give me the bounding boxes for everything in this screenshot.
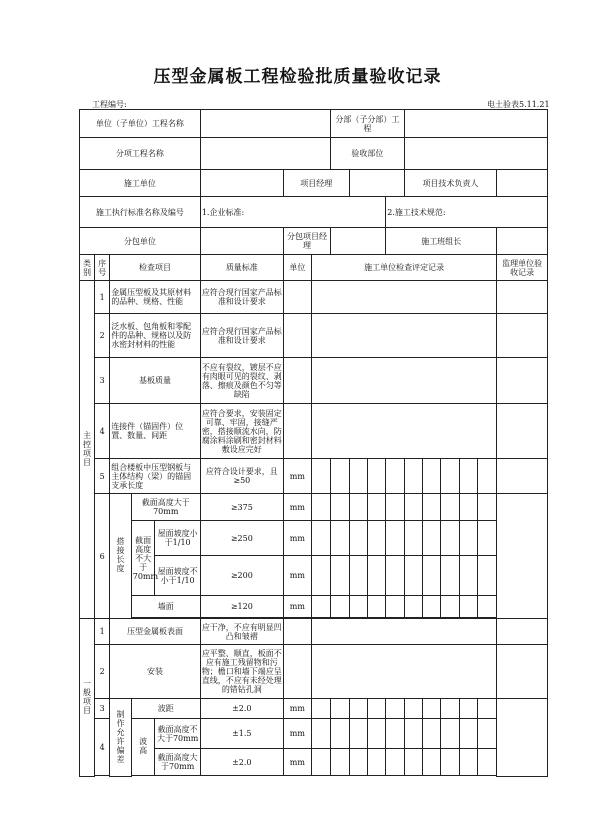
record-cell[interactable] xyxy=(386,719,404,749)
record-cell[interactable] xyxy=(386,521,404,556)
main-item-record[interactable] xyxy=(311,281,496,314)
le70-label: 截面高度不大于70mm xyxy=(155,719,200,749)
col-category: 类别 xyxy=(80,255,95,281)
record-cell[interactable] xyxy=(459,596,477,618)
col-supervision-record: 监理单位验收记录 xyxy=(497,255,548,281)
pitch-std: ±2.0 xyxy=(200,699,283,719)
main-item-standard: 应符合现行国家产品标准和设计要求 xyxy=(200,314,283,358)
pitch-label: 波距 xyxy=(131,699,200,719)
enterprise-standard[interactable]: 1.企业标准: xyxy=(200,197,385,228)
record-cell[interactable] xyxy=(367,521,385,556)
main-item-no: 4 xyxy=(95,404,110,459)
record-cell[interactable] xyxy=(459,494,477,521)
record-cell[interactable] xyxy=(422,521,440,556)
main-item-no: 6 xyxy=(95,494,110,619)
general-item-name: 压型金属板表面 xyxy=(110,619,201,645)
main-item-standard: 应符合设计要求，且≥50 xyxy=(200,459,283,494)
main-item-supervision[interactable] xyxy=(497,314,548,358)
section-le70-label: 截面高度不大于70mm xyxy=(131,521,155,596)
record-cell[interactable] xyxy=(331,521,349,556)
wave-height-label: 波高 xyxy=(131,719,155,776)
record-cell[interactable] xyxy=(404,749,422,776)
gt70-label: 截面高度大于70mm xyxy=(155,749,200,776)
record-cell[interactable] xyxy=(331,699,349,719)
le70-unit: mm xyxy=(283,719,311,749)
record-cell[interactable] xyxy=(441,749,459,776)
col-seq: 序号 xyxy=(95,255,110,281)
main-items-label: 主控项目 xyxy=(80,281,95,619)
record-cell[interactable] xyxy=(367,699,385,719)
construction-unit-label: 施工单位 xyxy=(80,170,201,197)
record-cell[interactable] xyxy=(459,719,477,749)
main-item-standard: 不应有裂纹，镀层不应有肉眼可见的裂纹、剥落、擦痕及颜色不匀等缺陷 xyxy=(200,358,283,404)
record-cell[interactable] xyxy=(311,699,330,719)
record-cell[interactable] xyxy=(459,699,477,719)
record-cell[interactable] xyxy=(404,699,422,719)
record-cell[interactable] xyxy=(459,749,477,776)
general-item-record[interactable] xyxy=(311,645,496,699)
inspection-record-table xyxy=(79,109,548,777)
main-item-supervision[interactable] xyxy=(497,281,548,314)
pitch-unit: mm xyxy=(283,699,311,719)
record-cell[interactable] xyxy=(477,521,496,556)
main-item-name: 组合楼板中压型钢板与主体结构（梁）的锚固支承长度 xyxy=(110,459,201,494)
main-item-no: 1 xyxy=(95,281,110,314)
general-item-standard: 应平整、顺直，板面不应有施工残留物和污物；檐口和墙下端应呈直线，不应有未经处理的错钻孔洞 xyxy=(200,645,283,699)
record-cell[interactable] xyxy=(311,596,330,618)
record-cell[interactable] xyxy=(404,459,422,494)
team-leader-value[interactable] xyxy=(497,228,548,255)
general-item-no: 4 xyxy=(95,719,110,776)
record-cell[interactable] xyxy=(441,719,459,749)
record-cell[interactable] xyxy=(477,494,496,521)
col-construction-record: 施工单位检查评定记录 xyxy=(311,255,496,281)
wall-label: 墙面 xyxy=(131,596,200,618)
gt70-std: ±2.0 xyxy=(200,749,283,776)
division-project-value[interactable] xyxy=(404,110,547,138)
record-cell[interactable] xyxy=(422,719,440,749)
general-item-name: 安装 xyxy=(110,645,201,699)
record-cell[interactable] xyxy=(459,521,477,556)
record-cell[interactable] xyxy=(367,494,385,521)
division-project-label: 分部（子分部）工程 xyxy=(331,110,404,138)
record-cell[interactable] xyxy=(459,556,477,596)
general-item-no: 2 xyxy=(95,645,110,699)
general-items-label: 一般项目 xyxy=(80,619,95,777)
record-cell[interactable] xyxy=(367,749,385,776)
unit-wall: mm xyxy=(283,596,311,618)
sub-project-manager-label: 分包项目经理 xyxy=(283,228,330,255)
subcontractor-label: 分包单位 xyxy=(80,228,201,255)
record-cell[interactable] xyxy=(441,521,459,556)
main-item-supervision[interactable] xyxy=(497,358,548,404)
record-cell[interactable] xyxy=(441,699,459,719)
record-cell[interactable] xyxy=(422,494,440,521)
record-cell[interactable] xyxy=(311,521,330,556)
main-item-no: 3 xyxy=(95,358,110,404)
le70-std: ±1.5 xyxy=(200,719,283,749)
record-cell[interactable] xyxy=(311,459,330,494)
main-item-standard: 应符合要求，安装固定可靠、牢固，接缝严密，搭接顺流水向，防腐涂料涂刷和密封材料敷设应完好 xyxy=(200,404,283,459)
form-number: 电土验表5.11.21 xyxy=(487,100,550,109)
technical-spec[interactable]: 2.施工技术规范: xyxy=(386,197,548,228)
project-manager-label: 项目经理 xyxy=(283,170,349,197)
record-cell[interactable] xyxy=(477,719,496,749)
general-item-record[interactable] xyxy=(311,619,496,645)
record-cell[interactable] xyxy=(477,699,496,719)
record-cell[interactable] xyxy=(441,494,459,521)
main-item-unit xyxy=(283,404,311,459)
record-cell[interactable] xyxy=(349,699,367,719)
main-item-unit xyxy=(283,314,311,358)
main-item-record[interactable] xyxy=(311,358,496,404)
gt70-unit: mm xyxy=(283,749,311,776)
general-item-supervision[interactable] xyxy=(497,645,548,699)
main-item-unit xyxy=(283,281,311,314)
standard-name-label: 施工执行标准名称及编号 xyxy=(80,197,201,228)
general-item-supervision[interactable] xyxy=(497,619,548,645)
record-cell[interactable] xyxy=(349,749,367,776)
record-cell[interactable] xyxy=(404,556,422,596)
record-cell[interactable] xyxy=(441,596,459,618)
record-cell[interactable] xyxy=(367,596,385,618)
gen34-supervision[interactable] xyxy=(497,699,548,777)
record-cell[interactable] xyxy=(404,494,422,521)
main-item-name: 金属压型板及其原材料的品种、规格、性能 xyxy=(110,281,201,314)
project-tech-lead-value[interactable] xyxy=(497,170,548,197)
unit-gt70: mm xyxy=(283,494,311,521)
general-item-no: 1 xyxy=(95,619,110,645)
unit-project-name-label: 单位（子单位）工程名称 xyxy=(80,110,201,138)
main-item-record[interactable] xyxy=(311,314,496,358)
record-cell[interactable] xyxy=(367,556,385,596)
record-cell[interactable] xyxy=(422,596,440,618)
main-item-unit: mm xyxy=(283,459,311,494)
record-cell[interactable] xyxy=(349,719,367,749)
main-item-name: 连接件（锚固件）位置、数量、间距 xyxy=(110,404,201,459)
project-tech-lead-label: 项目技术负责人 xyxy=(404,170,497,197)
main-item-name: 基板质量 xyxy=(110,358,201,404)
mfg-tolerance-label: 制作允许偏差 xyxy=(110,699,132,777)
std-wall: ≥120 xyxy=(200,596,283,618)
main-item-no: 5 xyxy=(95,459,110,494)
record-cell[interactable] xyxy=(311,719,330,749)
record-cell[interactable] xyxy=(386,699,404,719)
record-cell[interactable] xyxy=(386,749,404,776)
unit-slope-lt: mm xyxy=(283,521,311,556)
general-item-standard: 应干净，不应有明显凹凸和皱褶 xyxy=(200,619,283,645)
record-cell[interactable] xyxy=(477,459,496,494)
team-leader-label: 施工班组长 xyxy=(386,228,497,255)
record-cell[interactable] xyxy=(404,521,422,556)
record-cell[interactable] xyxy=(349,459,367,494)
record-cell[interactable] xyxy=(441,556,459,596)
record-cell[interactable] xyxy=(367,719,385,749)
project-no-label: 工程编号: xyxy=(92,100,127,109)
record-cell[interactable] xyxy=(367,459,385,494)
record-cell[interactable] xyxy=(386,556,404,596)
slope-ge-label: 屋面坡度不小于1/10 xyxy=(155,556,200,596)
record-cell[interactable] xyxy=(422,749,440,776)
lap-length-label: 搭接长度 xyxy=(110,494,132,619)
subcontractor-value[interactable] xyxy=(200,228,283,255)
main-item-name: 泛水板、包角板和零配件的品种、规格以及防水密封材料的性能 xyxy=(110,314,201,358)
std-slope-lt: ≥250 xyxy=(200,521,283,556)
unit-slope-ge: mm xyxy=(283,556,311,596)
record-cell[interactable] xyxy=(477,749,496,776)
unit-project-name-value[interactable] xyxy=(200,110,330,138)
record-cell[interactable] xyxy=(477,596,496,618)
main-item-no: 2 xyxy=(95,314,110,358)
section-gt70-label: 截面高度大于70mm xyxy=(131,494,200,521)
project-manager-value[interactable] xyxy=(349,170,404,197)
record-cell[interactable] xyxy=(422,699,440,719)
main-item-supervision[interactable] xyxy=(497,404,548,459)
construction-unit-value[interactable] xyxy=(200,170,283,197)
sub-project-manager-value[interactable] xyxy=(331,228,386,255)
sub-item-project-label: 分项工程名称 xyxy=(80,138,201,170)
record-cell[interactable] xyxy=(422,459,440,494)
record-cell[interactable] xyxy=(349,556,367,596)
record-cell[interactable] xyxy=(331,556,349,596)
record-cell[interactable] xyxy=(331,719,349,749)
record-cell[interactable] xyxy=(422,556,440,596)
record-cell[interactable] xyxy=(311,556,330,596)
general-item-unit xyxy=(283,645,311,699)
col-inspection-item: 检查项目 xyxy=(110,255,201,281)
record-cell[interactable] xyxy=(331,459,349,494)
record-cell[interactable] xyxy=(386,596,404,618)
main-item-standard: 应符合现行国家产品标准和设计要求 xyxy=(200,281,283,314)
document-title: 压型金属板工程检验批质量验收记录 xyxy=(153,67,442,87)
record-cell[interactable] xyxy=(331,494,349,521)
record-cell[interactable] xyxy=(349,494,367,521)
record-cell[interactable] xyxy=(331,749,349,776)
record-cell[interactable] xyxy=(477,556,496,596)
record-cell[interactable] xyxy=(349,521,367,556)
record-cell[interactable] xyxy=(386,494,404,521)
main-item-record[interactable] xyxy=(311,404,496,459)
record-cell[interactable] xyxy=(311,494,330,521)
main-item-supervision[interactable] xyxy=(497,459,548,494)
acceptance-part-label: 验收部位 xyxy=(331,138,404,170)
std-slope-ge: ≥200 xyxy=(200,556,283,596)
record-cell[interactable] xyxy=(404,719,422,749)
record-cell[interactable] xyxy=(441,459,459,494)
record-cell[interactable] xyxy=(404,596,422,618)
item6-supervision[interactable] xyxy=(497,494,548,619)
main-item-unit xyxy=(283,358,311,404)
record-cell[interactable] xyxy=(459,459,477,494)
record-cell[interactable] xyxy=(311,749,330,776)
record-cell[interactable] xyxy=(386,459,404,494)
general-item-no: 3 xyxy=(95,699,110,719)
record-cell[interactable] xyxy=(331,596,349,618)
std-gt70: ≥375 xyxy=(200,494,283,521)
col-unit: 单位 xyxy=(283,255,311,281)
record-cell[interactable] xyxy=(349,596,367,618)
acceptance-part-value[interactable] xyxy=(404,138,547,170)
slope-lt-label: 屋面坡度小于1/10 xyxy=(155,521,200,556)
general-item-unit xyxy=(283,619,311,645)
sub-item-project-value[interactable] xyxy=(200,138,330,170)
col-quality-standard: 质量标准 xyxy=(200,255,283,281)
